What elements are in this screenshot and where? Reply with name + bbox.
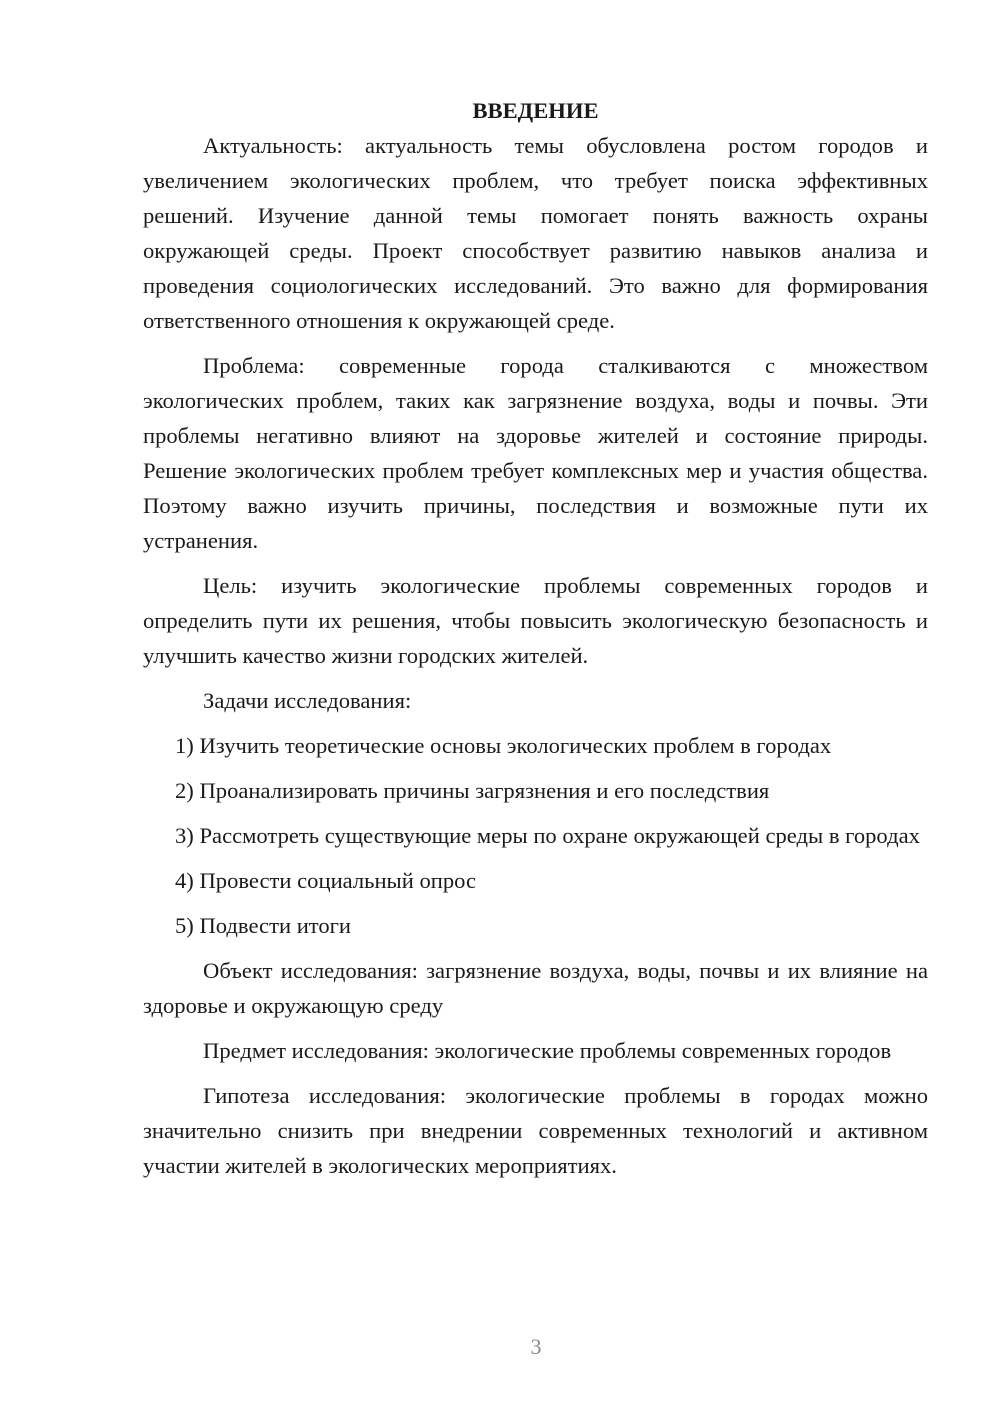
page-number: 3 xyxy=(530,1334,542,1359)
list-item-task-2: 2) Проанализировать причины загрязнения и его последствия xyxy=(175,778,770,803)
list-item-task-4: 4) Провести социальный опрос xyxy=(175,868,477,893)
document-body xyxy=(143,93,928,1183)
paragraph-relevance: Актуальность: актуальность темы обусловлена ростом городов и увеличением экологических проблем, что требует поиска эффективных решений. Изучение данной темы помогает понять важность охраны окружающей среды. Проект способствует развитию навыков анализа и проведения социологических исследований. Это важно для формирования ответственного отношения к окружающей среде. xyxy=(143,133,928,333)
paragraph-goal: Цель: изучить экологические проблемы современных городов и определить пути их решения, чтобы повысить экологическую безопасность и улучшить качество жизни городских жителей. xyxy=(143,573,928,668)
tasks-title: Задачи исследования: xyxy=(203,688,412,713)
list-item-task-1: 1) Изучить теоретические основы экологических проблем в городах xyxy=(175,733,832,758)
tasks-list xyxy=(143,728,928,943)
paragraph-subject: Предмет исследования: экологические проблемы современных городов xyxy=(203,1038,892,1063)
paragraph-problem: Проблема: современные города сталкиваются с множеством экологических проблем, таких как загрязнение воздуха, воды и почвы. Эти проблемы негативно влияют на здоровье жителей и состояние природы. Решение экологических проблем требует комплексных мер и участия общества. Поэтому важно изучить причины, последствия и возможные пути их устранения. xyxy=(143,353,928,553)
list-item-task-5: 5) Подвести итоги xyxy=(175,913,352,938)
list-item-task-3: 3) Рассмотреть существующие меры по охране окружающей среды в городах xyxy=(175,823,920,848)
paragraph-hypothesis: Гипотеза исследования: экологические проблемы в городах можно значительно снизить при внедрении современных технологий и активном участии жителей в экологических мероприятиях. xyxy=(143,1083,928,1178)
section-heading: ВВЕДЕНИЕ xyxy=(472,98,599,123)
paragraph-object: Объект исследования: загрязнение воздуха, воды, почвы и их влияние на здоровье и окружающую среду xyxy=(143,958,928,1018)
